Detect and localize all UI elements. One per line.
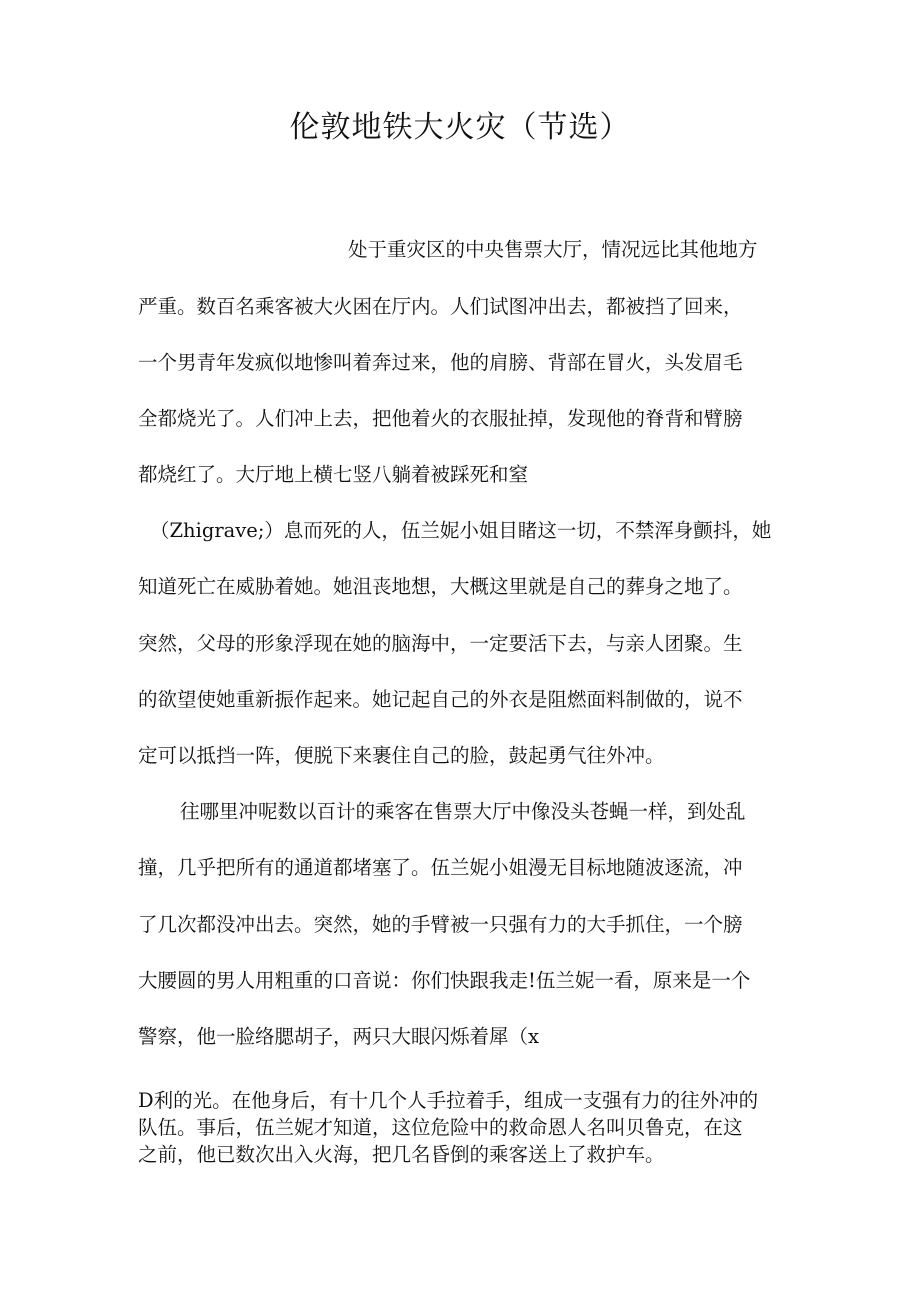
text-line: （Zhigrave;）息而死的人，伍兰妮小姐目睹这一切，不禁浑身颤抖，她	[150, 519, 772, 542]
text-line: 处于重灾区的中央售票大厅，情况远比其他地方	[348, 238, 758, 261]
text-line: 队伍。事后，伍兰妮才知道，这位危险中的救命恩人名叫贝鲁克，在这	[138, 1116, 743, 1139]
text-line: 一个男青年发疯似地惨叫着奔过来，他的肩膀、背部在冒火，头发眉毛	[138, 351, 743, 374]
text-line: 警察，他一脸络腮胡子，两只大眼闪烁着犀（x	[138, 1025, 539, 1048]
text-line: 了几次都没冲出去。突然，她的手臂被一只强有力的大手抓住，一个膀	[138, 913, 743, 936]
text-line: D利的光。在他身后，有十几个人手拉着手，组成一支强有力的往外冲的	[138, 1089, 759, 1112]
text-line: 撞，几乎把所有的通道都堵塞了。伍兰妮小姐漫无目标地随波逐流，冲	[138, 856, 743, 879]
text-line: 突然，父母的形象浮现在她的脑海中，一定要活下去，与亲人团聚。生	[138, 632, 743, 655]
text-line: 定可以抵挡一阵，便脱下来裹住自己的脸，鼓起勇气往外冲。	[138, 744, 665, 767]
text-line: 知道死亡在威胁着她。她沮丧地想，大概这里就是自己的葬身之地了。	[138, 575, 743, 598]
text-line: 严重。数百名乘客被大火困在厅内。人们试图冲出去，都被挡了回来，	[138, 295, 743, 318]
text-line: 全都烧光了。人们冲上去，把他着火的衣服扯掉，发现他的脊背和臂膀	[138, 407, 743, 430]
text-line: 往哪里冲呢数以百计的乘客在售票大厅中像没头苍蝇一样，到处乱	[180, 800, 746, 823]
text-line: 大腰圆的男人用粗重的口音说：你们快跟我走!伍兰妮一看，原来是一个	[138, 969, 751, 992]
document-title: 伦敦地铁大火灾（节选）	[289, 110, 631, 145]
text-line: 之前，他已数次出入火海，把几名昏倒的乘客送上了救护车。	[138, 1143, 665, 1166]
text-line: 的欲望使她重新振作起来。她记起自己的外衣是阻燃面料制做的，说不	[138, 688, 743, 711]
text-line: 都烧红了。大厅地上横七竖八躺着被踩死和窒	[138, 463, 529, 486]
